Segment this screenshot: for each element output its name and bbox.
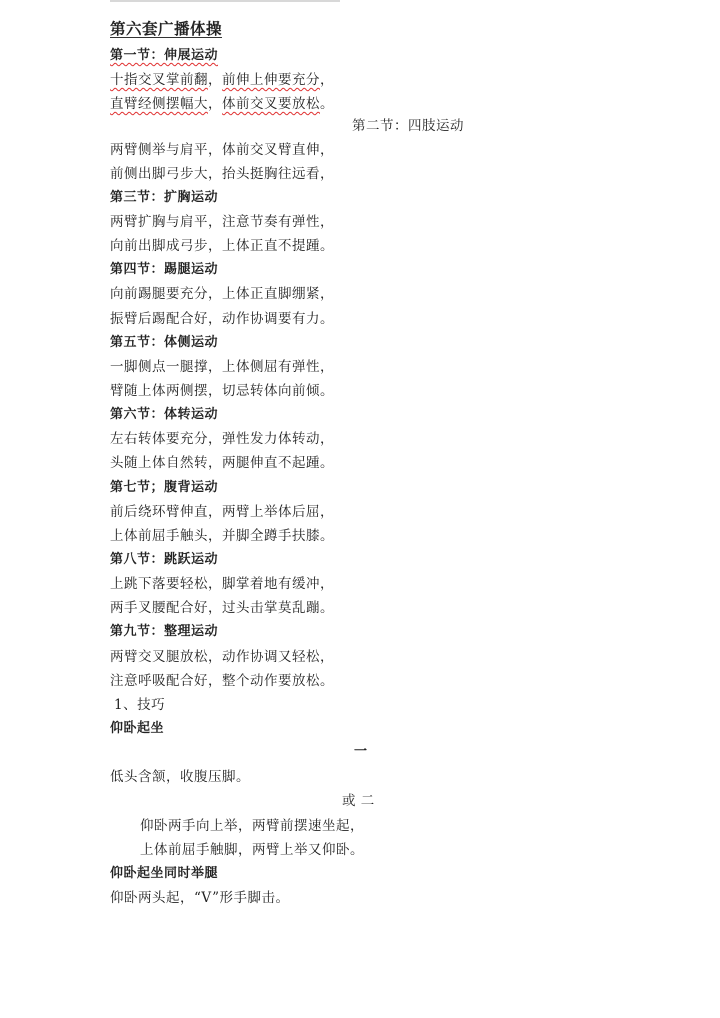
situp-leg-heading: 仰卧起坐同时举腿 (110, 866, 219, 881)
s1-l1-part-a: 十指交叉掌前翻 (110, 72, 208, 88)
situp-line-2: 仰卧两手向上举，两臂前摆速坐起， (140, 818, 364, 834)
section-3-line-1: 两臂扩胸与肩平，注意节奏有弹性， (110, 214, 334, 230)
s1-l2-period: 。 (320, 96, 334, 112)
section-1-line-2 (110, 95, 334, 113)
s1-l2-part-b: 体前交叉要放松 (222, 96, 320, 112)
section-8-heading: 第八节：跳跃运动 (110, 552, 219, 567)
section-6-heading: 第六节：体转运动 (110, 407, 219, 422)
section-6-line-1: 左右转体要充分，弹性发力体转动， (110, 431, 334, 447)
situp-leg-line-1: 仰卧两头起，“V”形手脚击。 (110, 890, 290, 906)
section-4-heading: 第四节：踢腿运动 (110, 262, 219, 277)
section-8-line-1: 上跳下落要轻松，脚掌着地有缓冲， (110, 576, 334, 592)
section-2-line-1: 两臂侧举与肩平，体前交叉臂直伸， (110, 142, 334, 158)
mark-or-two: 或 二 (342, 793, 375, 809)
section-7-heading: 第七节；腹背运动 (110, 480, 219, 495)
s1-l1-part-b: 前伸上伸要充分 (222, 72, 320, 88)
section-2-heading: 第二节：四肢运动 (352, 118, 464, 134)
section-7-line-1: 前后绕环臂伸直，两臂上举体后屈， (110, 504, 334, 520)
section-4-line-2: 振臂后踢配合好，动作协调要有力。 (110, 311, 334, 327)
section-9-line-2: 注意呼吸配合好，整个动作要放松。 (110, 673, 334, 689)
s1-l2-part-a: 直臂经侧摆幅大 (110, 96, 208, 112)
s1-l1-comma: ， (208, 72, 222, 88)
mark-one: 一 (354, 744, 368, 759)
section-1-heading: 第一节：伸展运动 (110, 48, 219, 63)
section-4-line-1: 向前踢腿要充分，上体正直脚绷紧， (110, 286, 334, 302)
section-9-line-1: 两臂交叉腿放松，动作协调又轻松， (110, 649, 334, 665)
section-5-heading: 第五节：体侧运动 (110, 335, 219, 350)
section-9-heading: 第九节：整理运动 (110, 624, 219, 639)
tips-label: 1、技巧 (114, 697, 166, 713)
situp-line-3: 上体前屈手触脚，两臂上举又仰卧。 (140, 842, 364, 858)
section-7-line-2: 上体前屈手触头，并脚全蹲手扶膝。 (110, 528, 334, 544)
section-1-line-1 (110, 71, 334, 89)
section-8-line-2: 两手叉腰配合好，过头击掌莫乱蹦。 (110, 600, 334, 616)
section-5-line-2: 臂随上体两侧摆，切忌转体向前倾。 (110, 383, 334, 399)
section-5-line-1: 一脚侧点一腿撑，上体侧屈有弹性， (110, 359, 334, 375)
section-3-line-2: 向前出脚成弓步，上体正直不提踵。 (110, 238, 334, 254)
situp-heading: 仰卧起坐 (110, 721, 165, 736)
section-3-heading: 第三节：扩胸运动 (110, 190, 219, 205)
situp-line-1: 低头含颔，收腹压脚。 (110, 769, 250, 785)
page-top-edge (110, 0, 340, 2)
section-2-line-2: 前侧出脚弓步大，抬头挺胸往远看， (110, 166, 334, 182)
section-6-line-2: 头随上体自然转，两腿伸直不起踵。 (110, 455, 334, 471)
s1-l2-comma: ， (208, 96, 222, 112)
doc-title: 第六套广播体操 (110, 20, 223, 38)
s1-l1-comma-2: ， (320, 72, 334, 88)
